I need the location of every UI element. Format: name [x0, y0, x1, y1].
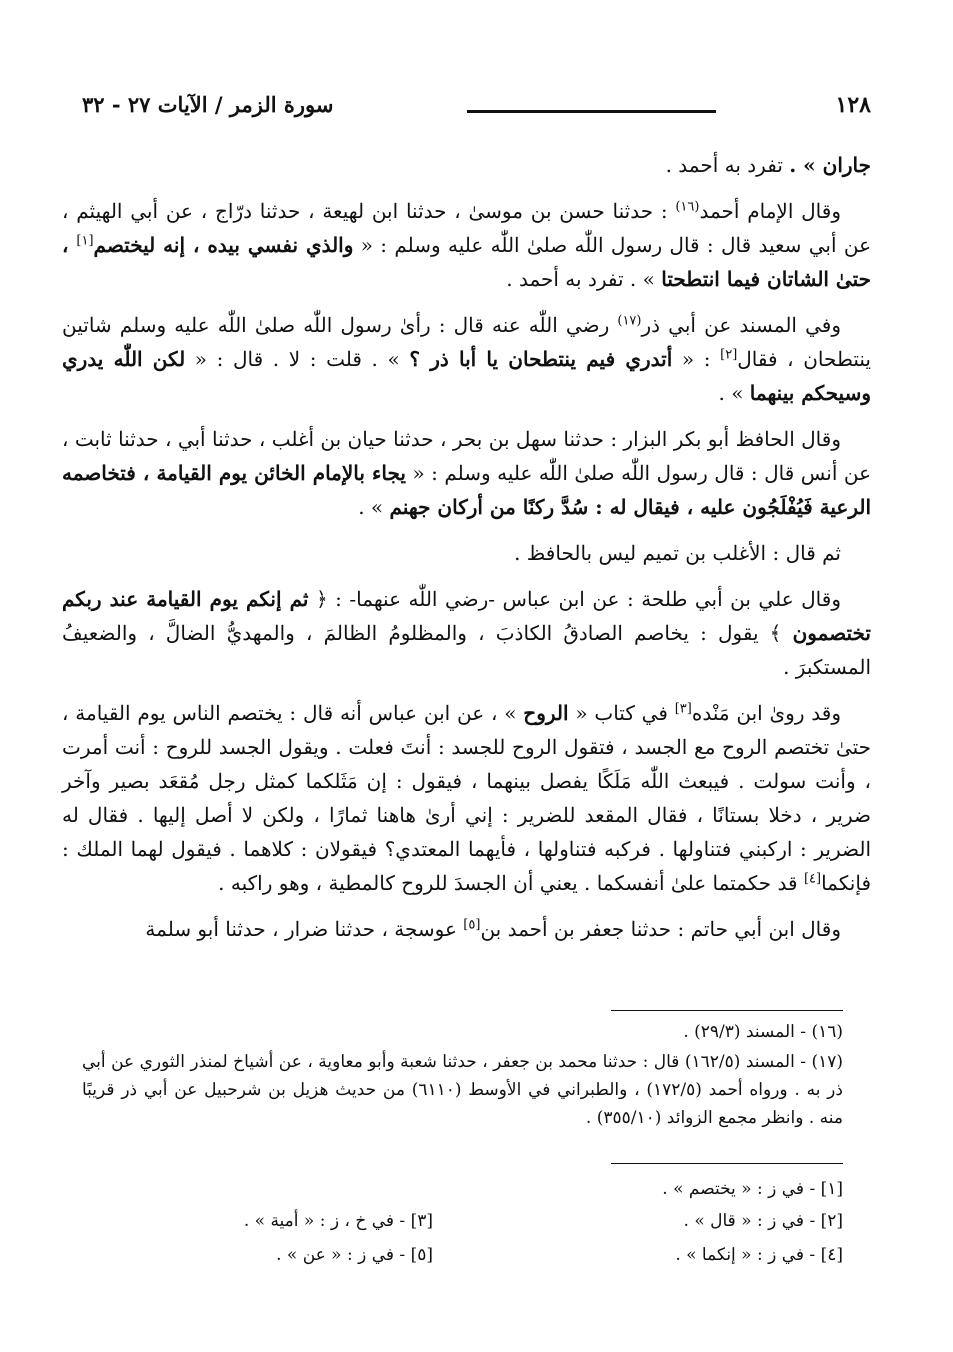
paragraph-5	[62, 582, 871, 684]
footnote-ref-17[interactable]: (١٧)	[617, 313, 642, 329]
footnotes	[82, 1018, 843, 1134]
footnote-separator	[611, 1010, 843, 1011]
narration-text: » .	[718, 381, 750, 405]
narration-text: وقال ابن أبي حاتم : حدثنا جعفر بن أحمد بن	[480, 917, 841, 941]
variant-ref-4[interactable]: [٤]	[803, 871, 822, 887]
paragraph-3	[62, 422, 871, 524]
variant-ref-2[interactable]: [٢]	[720, 347, 738, 363]
hadith-text: لكن اللّٰه يدري وسيحكم بينهما	[62, 347, 871, 405]
narration-text: عوسجة ، حدثنا ضرار ، حدثنا أبو سلمة	[145, 917, 464, 941]
narration-text: رضي اللّٰه عنه قال : رأىٰ رسول اللّٰه صلىٰ اللّٰه عليه وسلم شاتين ينتطحان ، فقال	[62, 313, 871, 371]
hadith-text: والذي نفسي بيده ، إنه ليختصم	[93, 233, 354, 257]
book-title: الروح	[523, 701, 569, 725]
variant-note-3: [٣] - في خ ، ز : « أمية » .	[243, 1211, 433, 1231]
paragraph-6	[62, 696, 871, 900]
narration-text: » . تفرد به أحمد .	[506, 267, 662, 291]
variants-separator	[611, 1163, 843, 1164]
running-title: سورة الزمر / الآيات ٢٧ - ٣٢	[82, 92, 334, 117]
narration-text: وقال علي بن أبي طلحة : عن ابن عباس -رضي اللّٰه عنهما- : ﴿	[308, 587, 841, 611]
variant-ref-1[interactable]: [١]	[76, 233, 94, 249]
variant-note-5: [٥] - في ز : « عن » .	[276, 1245, 433, 1265]
variant-note-1: [١] - في ز : « يختصم » .	[662, 1179, 843, 1199]
narration-text: وقد روىٰ ابن مَنْده	[691, 701, 842, 725]
quran-verse: ثم إنكم يوم القيامة عند ربكم تختصمون	[62, 587, 871, 645]
narration-text: وقال الحافظ أبو بكر البزار : حدثنا سهل بن بحر ، حدثنا حيان بن أغلب ، حدثنا أبي ، حدثنا ثابت ، عن أنس قال : قال رسول اللّٰه صلىٰ اللّٰه عليه وسلم : «	[62, 427, 872, 485]
variant-note-4: [٤] - في ز : « إنكما » .	[675, 1245, 843, 1265]
hadith-text: ، حتىٰ الشاتان فيما انتطحتا	[62, 233, 871, 291]
narration-text: قد حكمتما علىٰ أنفسكما . يعني أن الجسدَ للروح كالمطية ، وهو راكبه .	[218, 871, 804, 895]
footnote-16: (١٦) - المسند (٢٩/٣) .	[683, 1022, 843, 1042]
narration-text: في كتاب «	[568, 701, 675, 725]
hadith-fragment: جاران » .	[789, 153, 871, 177]
narration-text: : «	[672, 347, 721, 371]
paragraph-1	[62, 194, 871, 296]
hadith-text: يجاء بالإمام الخائن يوم القيامة ، فتخاصمه الرعية فَيُفْلَجُون عليه ، فيقال له : سُدَّ ركنًا من أركان جهنم	[62, 461, 871, 519]
variant-ref-5[interactable]: [٥]	[463, 917, 481, 933]
narration-text: » ، عن ابن عباس أنه قال : يختصم الناس يوم القيامة ، حتىٰ تختصم الروح مع الجسد ، فتقول الروح للجسد : أنتَ فعلت . ويقول الجسد للروح : أنت أمرت ، وأنت سولت . فيبعث اللّٰه مَلَكًا يفصل بينهما ، فيقول : إن مَثَلكما كمثل رجل مُقعَد بصير وآخر ضرير ، دخلا بستانًا ، فقال المقعد للضرير : إني أرىٰ هاهنا ثمارًا ، ولكن لا أصل إليها . فقال له الضرير : اركبني فتناولها . فركبه فتناولها ، فأيهما المعتدي؟ فيقولان : كلاهما . فيقول لهما الملك : فإنكما	[62, 701, 872, 895]
footnote-17: (١٧) - المسند (١٦٢/٥) قال : حدثنا محمد بن جعفر ، حدثنا شعبة وأبو معاوية ، عن أشياخ لمنذر الثوري عن أبي ذر به . ورواه أحمد (١٧٢/٥) ، والطبراني في الأوسط (٦١١٠) من حديث هزيل بن شرحبيل عن أبي ذر قريبًا منه . وانظر مجمع الزوائد (٣٥٥/١٠) .	[82, 1052, 843, 1128]
variant-notes	[110, 1170, 843, 1280]
narration-text: تفرد به أحمد .	[665, 153, 790, 177]
narration-text: : حدثنا حسن بن موسىٰ ، حدثنا ابن لهيعة ، حدثنا درّاج ، عن أبي الهيثم ، عن أبي سعيد قال : قال رسول اللّٰه صلىٰ اللّٰه عليه وسلم : «	[62, 199, 872, 257]
narration-text: ﴾ يقول : يخاصم الصادقُ الكاذبَ ، والمظلومُ الظالمَ ، والمهديُّ الضالَّ ، والضعيفُ المستكبرَ .	[62, 621, 871, 679]
narration-text: وفي المسند عن أبي ذر	[641, 313, 841, 337]
hadith-text: أتدري فيم ينتطحان يا أبا ذر ؟	[409, 347, 673, 371]
paragraph-2	[62, 308, 871, 410]
main-text	[62, 148, 871, 958]
paragraph-4: ثم قال : الأغلب بن تميم ليس بالحافظ .	[514, 541, 841, 565]
footnote-ref-16[interactable]: (١٦)	[675, 199, 700, 215]
variant-ref-3[interactable]: [٣]	[674, 701, 692, 717]
page-header	[72, 88, 881, 128]
narration-text: » . قلت : لا . قال : «	[185, 347, 410, 371]
header-rule	[467, 110, 716, 113]
page-number: ١٢٨	[835, 92, 871, 118]
variant-note-2: [٢] - في ز : « قال » .	[683, 1211, 843, 1231]
narration-text: وقال الإمام أحمد	[699, 199, 841, 223]
paragraph-7	[62, 912, 871, 946]
paragraph-0	[62, 148, 871, 182]
narration-text: » .	[358, 495, 390, 519]
